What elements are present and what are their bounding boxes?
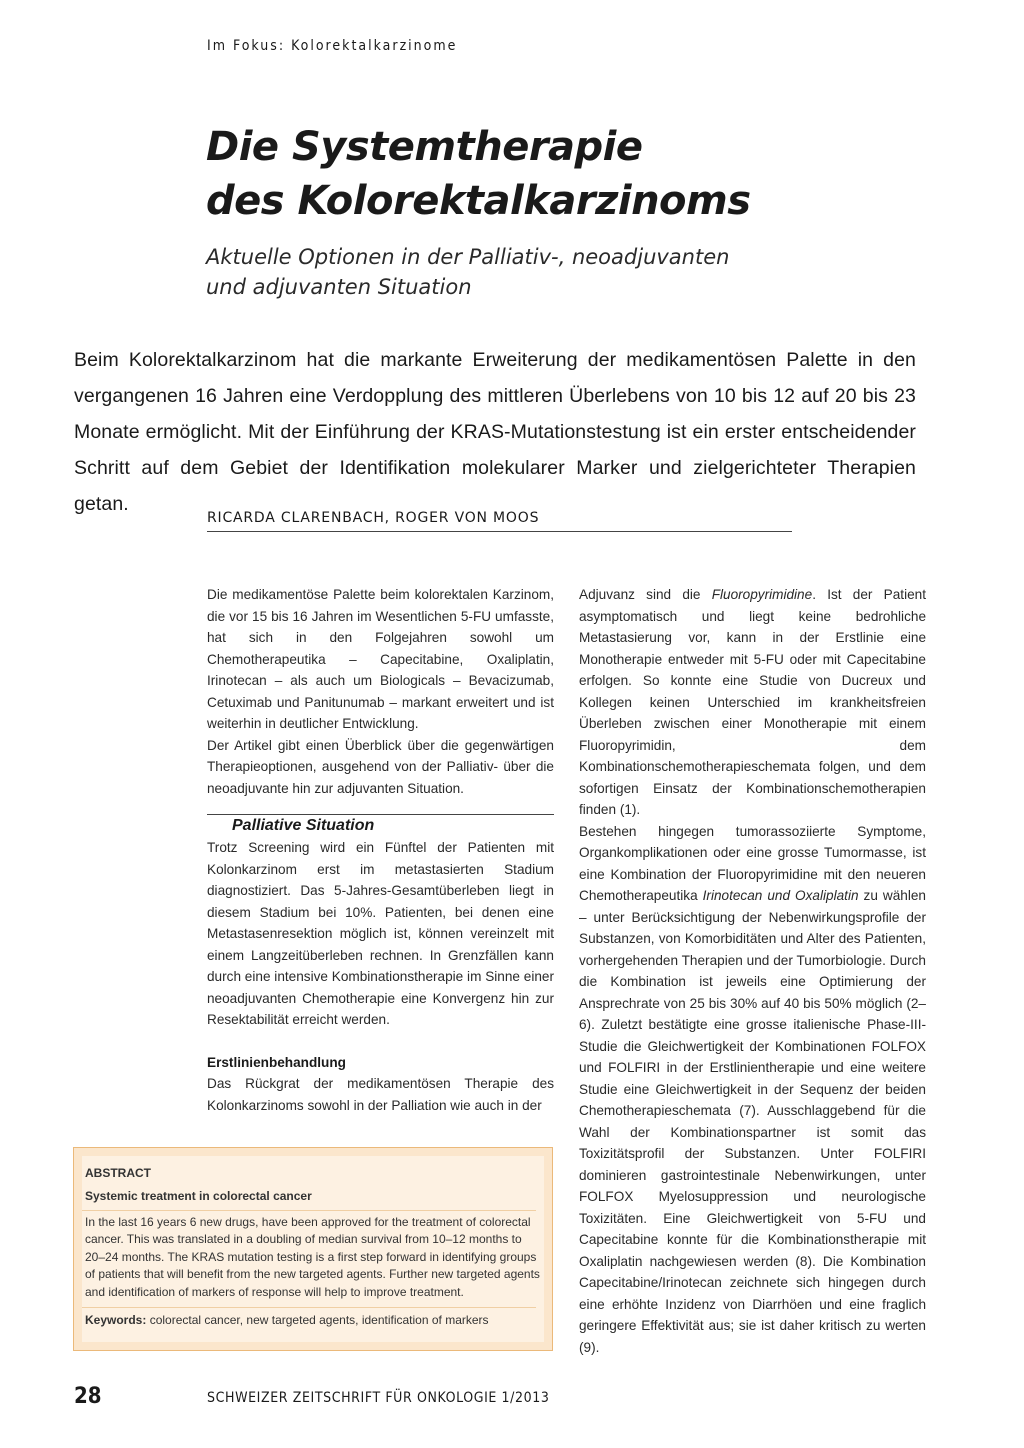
abstract-keywords [85, 1312, 544, 1328]
abstract-heading: ABSTRACT [85, 1166, 151, 1180]
page-number: 28 [74, 1384, 102, 1409]
right-p2-emphasis: Irinotecan und Oxaliplatin [702, 888, 859, 903]
right-paragraph-2 [579, 821, 926, 1359]
author-divider [207, 531, 792, 532]
author-line: RICARDA CLARENBACH, ROGER VON MOOS [207, 510, 540, 526]
abstract-divider [82, 1210, 536, 1211]
section-kicker: Im Fokus: Kolorektalkarzinome [207, 38, 458, 54]
intro-paragraph-2: Der Artikel gibt einen Überblick über die gegenwärtigen Therapieoptionen, ausgehend von der Palliativ- über die neoadjuvante hin zur adjuvanten Situation. [207, 737, 554, 796]
article-title [206, 120, 966, 228]
journal-name: SCHWEIZER ZEITSCHRIFT FÜR ONKOLOGIE 1/2013 [207, 1390, 550, 1406]
body-column-left [207, 584, 554, 1116]
abstract-box [73, 1147, 553, 1351]
section-paragraph: Trotz Screening wird ein Fünftel der Patienten mit Kolonkarzinom erst im metastasierten Stadium diagnostiziert. Das 5-Jahres-Gesamtüberleben liegt in diesem Stadium bei 10%. Patienten, bei denen eine Metastasenresektion möglich ist, können vereinzelt mit einem Langzeitüberleben rechnen. In Grenzfällen kann durch eine intensive Kombinationstherapie im Sinne einer neoadjuvanten Chemotherapie eine Konvergenz hin zur Resektabilität erreicht werden. [207, 840, 554, 1027]
abstract-divider-2 [82, 1307, 536, 1308]
abstract-panel [82, 1156, 544, 1342]
right-p2-text-a: Bestehen hingegen tumorassoziierte Symptome, Organkomplikationen oder eine grosse Tumormasse, ist eine Kombination der Fluoropyrimidine mit den neueren Chemotherapeutika [579, 823, 926, 903]
abstract-title: Systemic treatment in colorectal cancer [85, 1189, 312, 1203]
abstract-text: In the last 16 years 6 new drugs, have been approved for the treatment of colorectal cancer. This was translated in a doubling of median survival from 10–12 months to 20–24 months. The KRAS mutation testing is a first step forward in identifying groups of patients that will benefit from the new targeted agents. Further new targeted agents and identification of markers of response will help to improve treatment. [85, 1215, 540, 1299]
keywords-label: Keywords: [85, 1313, 147, 1328]
section-divider [207, 814, 554, 815]
section-heading: Palliative Situation [232, 817, 375, 834]
title-line-2: des Kolorektalkarzinoms [206, 178, 751, 224]
subsection-heading: Erstlinienbehandlung [207, 1054, 346, 1070]
subtitle-line-1: Aktuelle Optionen in der Palliativ-, neoadjuvanten [206, 245, 730, 269]
right-p1-text-b: . Ist der Patient asymptomatisch und liegt keine bedrohliche Metastasierung vor, kann in der Erstlinie eine Monotherapie entweder mit 5-FU oder mit Capecitabine erfolgen. So konnte eine Studie von Ducreux und Kollegen keinen Unterschied im krankheitsfreien Überleben zwischen einer Monotherapie mit einem Fluoropyrimidin, dem Kombinationschemotherapieschemata folgen, und dem sofortigen Einsatz der Kombinationschemotherapien finden (1). [579, 587, 926, 817]
body-column-right [579, 584, 926, 1358]
right-p2-text-b: zu wählen – unter Berücksichtigung der Nebenwirkungsprofile der Substanzen, von Komorbiditäten und Alter des Patienten, vorhergehenden Therapien und der Tumorbiologie. Durch die Kombination ist jeweils eine Optimierung der Ansprechrate von 25 bis 30% auf 40 bis 50% möglich (2–6). Zuletzt bestätigte eine grosse italienische Phase-III-Studie die Gleichwertigkeit der Kombinationen FOLFOX und FOLFIRI in der Erstlinientherapie und eine weitere Studie eine Gleichwertigkeit in der Sequenz der beiden Chemotherapieschemata (7). Ausschlaggebend für die Wahl der Kombinationspartner ist somit das Toxizitätsprofil der Substanzen. Unter FOLFIRI dominieren gastrointestinale Nebenwirkungen, unter FOLFOX Myelosuppression und neurologische Toxizitäten. Eine Gleichwertigkeit von 5-FU und Capecitabine konnte für die Kombinationstherapie mit Oxaliplatin nachgewiesen werden (8). Die Kombination Capecitabine/Irinotecan zeichnete sich hingegen durch eine erhöhte Inzidenz von Diarrhöen und eine fraglich geringere Effektivität aus; sie ist daher kritisch zu werten (9). [579, 888, 926, 1355]
right-p1-emphasis: Fluoropyrimidine [711, 587, 813, 602]
lead-paragraph: Beim Kolorektalkarzinom hat die markante Erweiterung der medikamentösen Palette in den vergangenen 16 Jahren eine Verdopplung des mittleren Überlebens von 10 bis 12 auf 20 bis 23 Monate ermöglicht. Mit der Einführung der KRAS-Mutationstestung ist ein erster entscheidender Schritt auf dem Gebiet der Identifikation molekularer Marker und zielgerichteter Therapien getan. [74, 349, 916, 515]
subtitle-line-2: und adjuvanten Situation [206, 275, 472, 299]
title-line-1: Die Systemtherapie [206, 124, 643, 170]
intro-paragraph-1: Die medikamentöse Palette beim kolorektalen Karzinom, die vor 15 bis 16 Jahren im Wesentlichen 5-FU umfasste, hat sich in den Folgejahren sowohl um Chemotherapeutika – Capecitabine, Oxaliplatin, Irinotecan – als auch um Biologicals – Bevacizumab, Cetuximab und Panitunumab – markant erweitert und ist weiterhin in deutlicher Entwicklung. [207, 587, 554, 731]
article-subtitle [206, 242, 826, 302]
right-p1-text-a: Adjuvanz sind die [579, 587, 712, 602]
keywords-text: colorectal cancer, new targeted agents, identification of markers [146, 1313, 489, 1328]
right-paragraph-1 [579, 584, 926, 821]
subsection-paragraph: Das Rückgrat der medikamentösen Therapie des Kolonkarzinoms sowohl in der Palliation wie auch in der [207, 1076, 554, 1113]
